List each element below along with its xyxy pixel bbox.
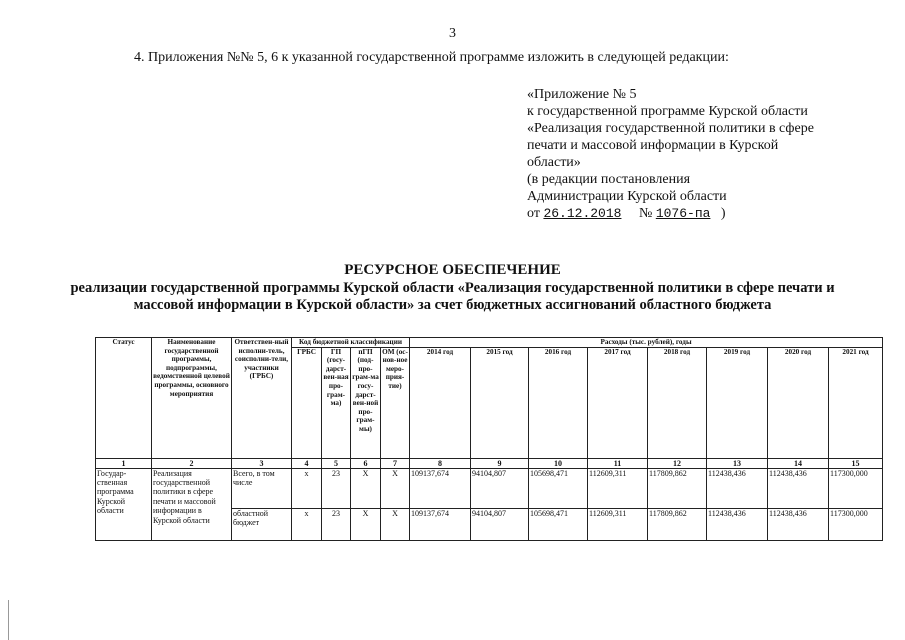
header-name: Наименование государственной программы, подпрограммы, ведомственной целевой программы, основного мероприятия [152, 338, 232, 459]
row-value: 112609,311 [588, 508, 648, 540]
column-number: 3 [232, 458, 292, 468]
row-pgp: Х [351, 508, 381, 540]
row-value: 112438,436 [768, 468, 829, 508]
header-year: 2019 год [707, 347, 768, 458]
annex-line: к государственной программе Курской области [527, 104, 808, 119]
header-year: 2016 год [529, 347, 588, 458]
resource-table [95, 337, 883, 541]
column-number: 15 [829, 458, 883, 468]
row-value: 117300,000 [829, 468, 883, 508]
annex-date-line [527, 205, 857, 222]
annex-line: области» [527, 155, 581, 170]
row-pgp: Х [351, 468, 381, 508]
annex-from-label: от [527, 206, 540, 221]
row-value: 112438,436 [707, 508, 768, 540]
row-value: 109137,674 [410, 468, 471, 508]
row-value: 117809,862 [648, 508, 707, 540]
header-year: 2017 год [588, 347, 648, 458]
document-subtitle: реализации государственной программы Курской области «Реализация государственной политики в сфере печати и массовой информации в Курской области» за счет бюджетных ассигнований областного бюджета [70, 280, 835, 313]
header-expenses: Расходы (тыс. рублей), годы [410, 338, 883, 348]
annex-line: «Реализация государственной политики в сфере [527, 121, 814, 136]
row-om: Х [381, 508, 410, 540]
column-number: 1 [96, 458, 152, 468]
header-om: ОМ (ос-нов-ное меро-прия-тие) [381, 347, 410, 458]
annex-number: 1076-па [655, 206, 711, 221]
header-budget-code: Код бюджетной классификации [292, 338, 410, 348]
header-year: 2020 год [768, 347, 829, 458]
column-number: 7 [381, 458, 410, 468]
table-row [96, 468, 883, 508]
column-number: 6 [351, 458, 381, 468]
row-value: 117809,862 [648, 468, 707, 508]
row-value: 94104,807 [471, 508, 529, 540]
row-om: Х [381, 468, 410, 508]
row-value: 94104,807 [471, 468, 529, 508]
page-number: 3 [449, 26, 456, 41]
annex-number-label: № [638, 206, 653, 221]
column-number: 2 [152, 458, 232, 468]
column-number: 8 [410, 458, 471, 468]
header-gp: ГП (госу-дарст-вен-ная про-грам-ма) [322, 347, 351, 458]
column-number: 10 [529, 458, 588, 468]
annex-line: Администрации Курской области [527, 189, 727, 204]
header-executor: Ответствен-ный исполни-тель, соисполни-тели, участники (ГРБС) [232, 338, 292, 459]
annex-date: 26.12.2018 [543, 206, 622, 221]
row-gp: 23 [322, 468, 351, 508]
row-value: 109137,674 [410, 508, 471, 540]
document-title: РЕСУРСНОЕ ОБЕСПЕЧЕНИЕ [344, 262, 561, 278]
row-executor: Всего, в том числе [232, 468, 292, 508]
annex-line: (в редакции постановления [527, 172, 691, 187]
row-gp: 23 [322, 508, 351, 540]
column-number: 9 [471, 458, 529, 468]
row-grbs: х [292, 468, 322, 508]
annex-line: «Приложение № 5 [527, 87, 637, 102]
header-year: 2014 год [410, 347, 471, 458]
item-4-paragraph: 4. Приложения №№ 5, 6 к указанной государственной программе изложить в следующей редакции: [134, 50, 729, 65]
header-year: 2021 год [829, 347, 883, 458]
row-value: 105698,471 [529, 508, 588, 540]
row-value: 105698,471 [529, 468, 588, 508]
annex-close-paren: ) [720, 206, 726, 221]
column-number: 12 [648, 458, 707, 468]
header-pgp: пГП (под-про-грам-ма госу-дарст-вен-ной про-грам-мы) [351, 347, 381, 458]
scan-edge-mark [8, 600, 9, 640]
row-name: Реализация государственной политики в сфере печати и массовой информации в Курской области [152, 468, 232, 540]
annex-header-block [527, 86, 857, 222]
row-value: 112438,436 [707, 468, 768, 508]
column-number: 5 [322, 458, 351, 468]
column-number: 13 [707, 458, 768, 468]
row-value: 112438,436 [768, 508, 829, 540]
row-value: 117300,000 [829, 508, 883, 540]
header-year: 2018 год [648, 347, 707, 458]
header-grbs: ГРБС [292, 347, 322, 458]
column-number: 14 [768, 458, 829, 468]
header-status: Статус [96, 338, 152, 459]
column-number: 11 [588, 458, 648, 468]
row-executor: областной бюджет [232, 508, 292, 540]
annex-line: печати и массовой информации в Курской [527, 138, 779, 153]
row-status: Государ-ственная программа Курской области [96, 468, 152, 540]
row-grbs: х [292, 508, 322, 540]
row-value: 112609,311 [588, 468, 648, 508]
header-year: 2015 год [471, 347, 529, 458]
column-number: 4 [292, 458, 322, 468]
